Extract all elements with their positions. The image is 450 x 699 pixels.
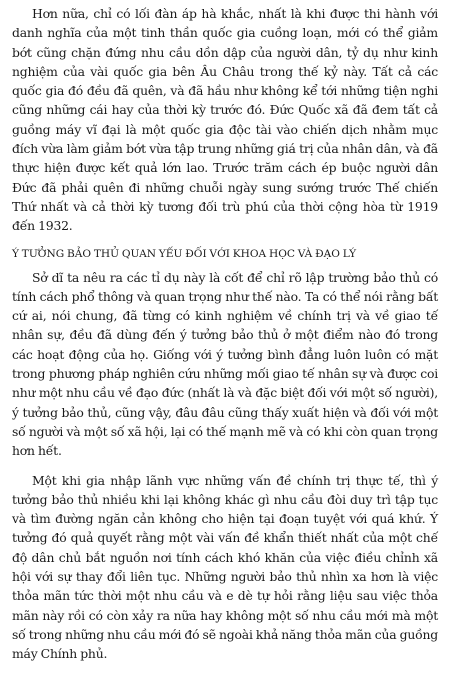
paragraph-1: Hơn nữa, chỉ có lối đàn áp hà khắc, nhất là khi được thi hành với danh nghĩa của một tinh thần quốc gia cuồng loạn, mới có thể giảm bớt cũng chặn đứng nhu cầu dồn dập của người dân, tỷ dụ như kinh nghiệm của vài quốc gia bên Âu Châu trong thế kỷ này. Tất cả các quốc gia đó đều đã quên, và đã hầu như không kể tới những tiện nghi cũng những cái hay của thời kỳ trước đó. Đức Quốc xã đã đem tất cả guồng máy vĩ đại là một quốc gia độc tài vào chiến dịch nhằm mục đích vừa làm giảm bớt vừa tập trung những giá trị của nhân dân, và đã thực hiện được kết quả lớn lao. Trước trăm cách ép buộc người dân Đức đã phải quên đi những chuỗi ngày sung sướng trước Thế chiến Thứ nhất và cả thời kỳ tương đối trù phú của thời cộng hòa từ 1919 đến 1932. [12,6,438,234]
section-heading: Ý TƯỞNG BẢO THỦ QUAN YẾU ĐỐI VỚI KHOA HỌC VÀ ĐẠO LÝ [12,247,357,260]
paragraph-3: Một khi gia nhập lãnh vực những vấn đề chính trị thực tế, thì ý tưởng bảo thủ nhiều khi lại không khác gì nhu cầu đòi duy trì tập tục và tìm đường ngăn cản không cho hiện tại đoạn tuyệt với quá khứ. Ý tưởng đó quả quyết rằng một vài vấn đề khẩn thiết nhất của một chế độ dân chủ bắt nguồn nơi tính cách khó khăn của việc điều chỉnh xã hội với sự thay đổi liên tục. Những người bảo thủ nhìn xa hơn là việc thỏa mãn tức thời một nhu cầu và e dè tự hỏi rằng liệu sau việc thỏa mãn này rồi có còn xảy ra nữa hay không một số nhu cầu mới mà một số trong những nhu cầu mới đó sẽ ngoài khả năng thỏa mãn của guồng máy Chính phủ. [12,472,438,662]
paragraph-gap [12,461,438,471]
paragraph-2: Sở dĩ ta nêu ra các tỉ dụ này là cốt để chỉ rõ lập trường bảo thủ có tính cách phổ thông và quan trọng như thế nào. Ta có thể nói rằng bất cứ ai, nói chung, đã từng có kinh nghiệm về chính trị và về giao tế nhân sự, đều đã dùng đến ý tưởng bảo thủ ở một điểm nào đó trong các hoạt động của họ. Giống với ý tưởng bình đẳng luôn luôn có mặt trong phương pháp nghiên cứu những mối giao tế nhân sự và được coi như một nhu cầu về đạo đức (nhất là và đặc biệt đối với một số người), ý tưởng bảo thủ, cũng vậy, đâu đâu cũng thấy xuất hiện và đối với một số người và một số xã hội, lại có thế mạnh mẽ và có khi còn quan trọng hơn hết. [12,269,438,459]
